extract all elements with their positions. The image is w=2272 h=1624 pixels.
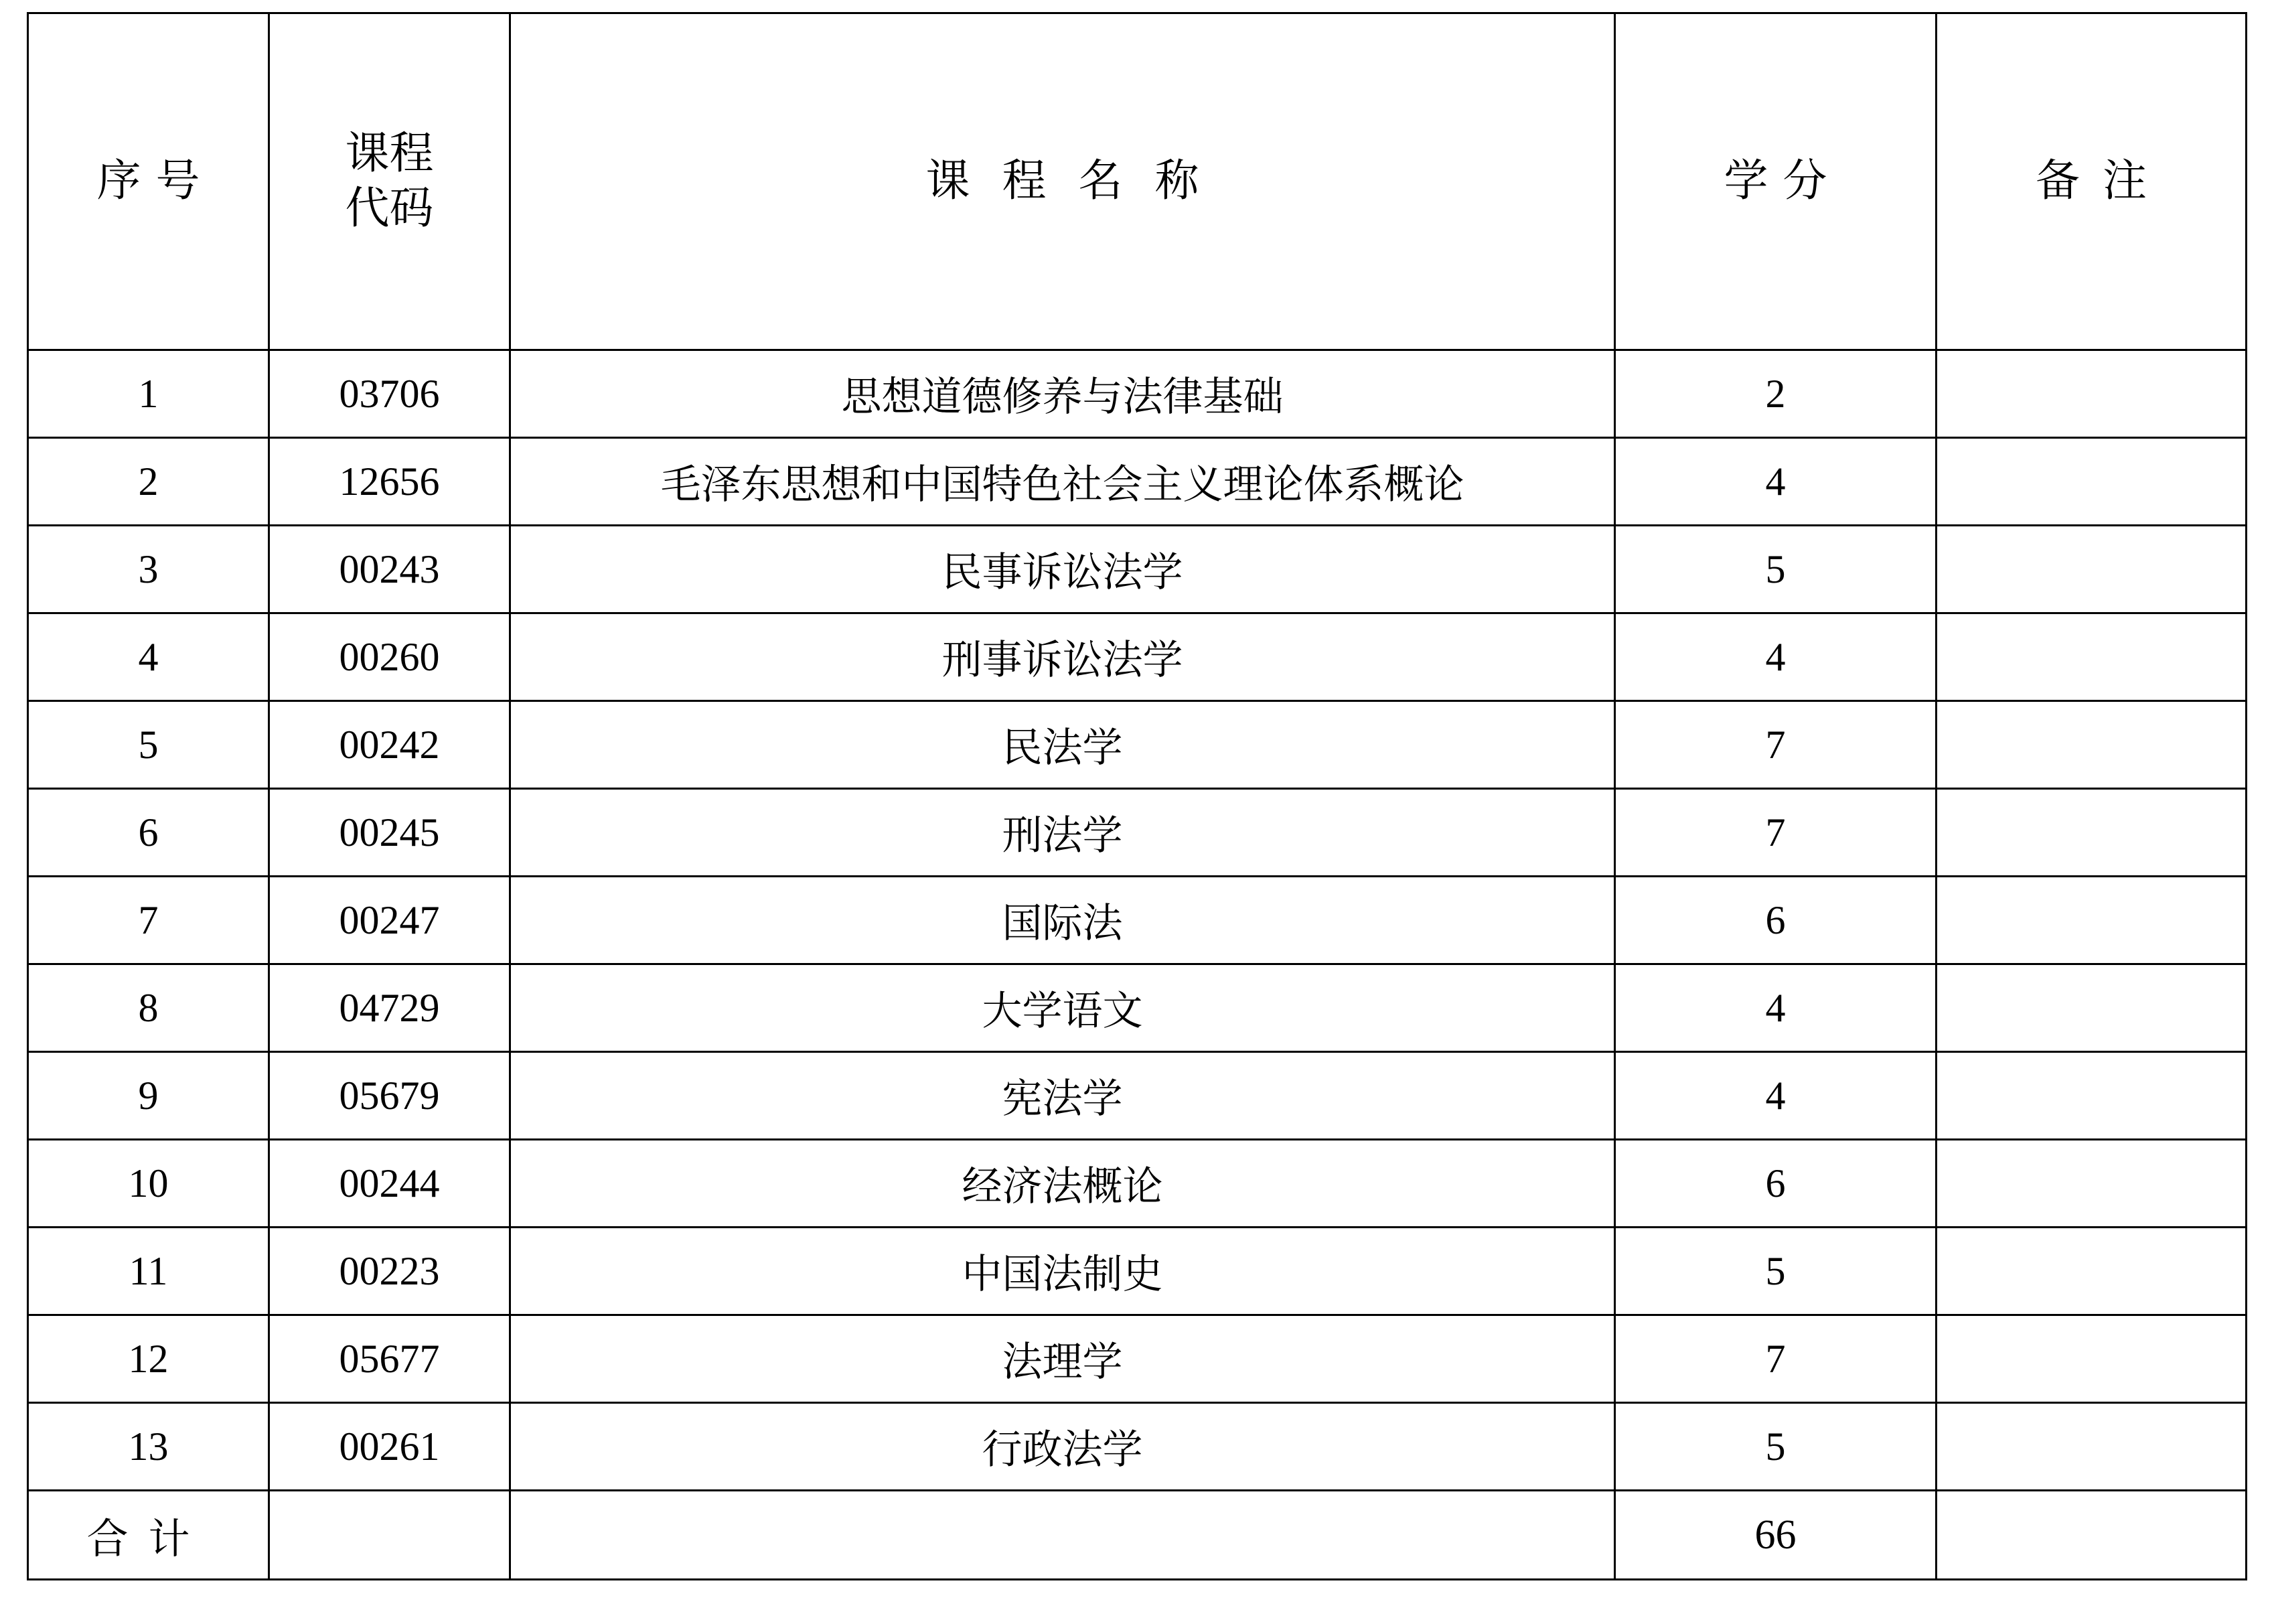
table-row [28,1403,2247,1491]
cell-code: 00242 [269,701,510,789]
total-name [510,1491,1615,1580]
cell-name: 刑法学 [510,789,1615,877]
table-row [28,1052,2247,1140]
header-label-code-line2: 代码 [345,184,434,233]
cell-no: 3 [28,526,269,613]
cell-credit: 4 [1615,613,1937,701]
cell-no: 13 [28,1403,269,1491]
cell-name: 毛泽东思想和中国特色社会主义理论体系概论 [510,438,1615,526]
cell-code: 04729 [269,964,510,1052]
cell-name: 中国法制史 [510,1228,1615,1315]
cell-remark [1937,526,2247,613]
cell-name: 大学语文 [510,964,1615,1052]
cell-credit: 5 [1615,526,1937,613]
cell-code: 00247 [269,877,510,964]
cell-code: 00243 [269,526,510,613]
cell-credit: 5 [1615,1403,1937,1491]
header-cell-code [269,13,510,350]
table-row [28,350,2247,438]
cell-no: 10 [28,1140,269,1228]
header-cell-remark [1937,13,2247,350]
cell-no: 8 [28,964,269,1052]
cell-remark [1937,1140,2247,1228]
cell-code: 12656 [269,438,510,526]
table-row [28,1228,2247,1315]
table-row [28,1140,2247,1228]
cell-no: 5 [28,701,269,789]
cell-remark [1937,350,2247,438]
cell-remark [1937,877,2247,964]
cell-no: 7 [28,877,269,964]
cell-no: 11 [28,1228,269,1315]
cell-remark [1937,438,2247,526]
header-label-no: 序号 [96,156,215,206]
cell-credit: 6 [1615,877,1937,964]
cell-remark [1937,1315,2247,1403]
header-label-credit: 学分 [1724,156,1842,206]
header-cell-no [28,13,269,350]
table-row [28,526,2247,613]
header-label-name: 课程名称 [925,156,1231,206]
table-row [28,613,2247,701]
cell-credit: 7 [1615,701,1937,789]
cell-name: 国际法 [510,877,1615,964]
cell-remark [1937,701,2247,789]
cell-credit: 7 [1615,1315,1937,1403]
cell-code: 00223 [269,1228,510,1315]
cell-code: 05679 [269,1052,510,1140]
total-code [269,1491,510,1580]
total-remark [1937,1491,2247,1580]
cell-credit: 4 [1615,1052,1937,1140]
cell-credit: 7 [1615,789,1937,877]
cell-remark [1937,1403,2247,1491]
table-row [28,877,2247,964]
cell-name: 民法学 [510,701,1615,789]
header-cell-name [510,13,1615,350]
cell-no: 2 [28,438,269,526]
cell-credit: 2 [1615,350,1937,438]
cell-no: 1 [28,350,269,438]
cell-remark [1937,1228,2247,1315]
cell-credit: 4 [1615,964,1937,1052]
header-cell-credit [1615,13,1937,350]
cell-name: 民事诉讼法学 [510,526,1615,613]
cell-credit: 5 [1615,1228,1937,1315]
table-body [28,350,2247,1580]
cell-no: 12 [28,1315,269,1403]
table-header [28,13,2247,350]
course-table [27,12,2247,1580]
cell-code: 00260 [269,613,510,701]
cell-no: 6 [28,789,269,877]
cell-name: 思想道德修养与法律基础 [510,350,1615,438]
header-label-remark: 备注 [2036,156,2170,206]
cell-code: 00245 [269,789,510,877]
table-row [28,701,2247,789]
cell-code: 05677 [269,1315,510,1403]
cell-remark [1937,613,2247,701]
cell-no: 9 [28,1052,269,1140]
cell-code: 03706 [269,350,510,438]
cell-remark [1937,1052,2247,1140]
table-row [28,438,2247,526]
cell-name: 法理学 [510,1315,1615,1403]
header-row [28,13,2247,350]
table-row [28,1315,2247,1403]
header-label-code-line1: 课程 [345,129,434,178]
table-row [28,964,2247,1052]
cell-name: 经济法概论 [510,1140,1615,1228]
cell-credit: 4 [1615,438,1937,526]
cell-name: 行政法学 [510,1403,1615,1491]
cell-remark [1937,789,2247,877]
cell-remark [1937,964,2247,1052]
total-credit: 66 [1615,1491,1937,1580]
cell-no: 4 [28,613,269,701]
cell-name: 刑事诉讼法学 [510,613,1615,701]
cell-credit: 6 [1615,1140,1937,1228]
cell-code: 00244 [269,1140,510,1228]
table-total-row [28,1491,2247,1580]
cell-name: 宪法学 [510,1052,1615,1140]
table-row [28,789,2247,877]
total-label: 合计 [28,1491,269,1580]
cell-code: 00261 [269,1403,510,1491]
